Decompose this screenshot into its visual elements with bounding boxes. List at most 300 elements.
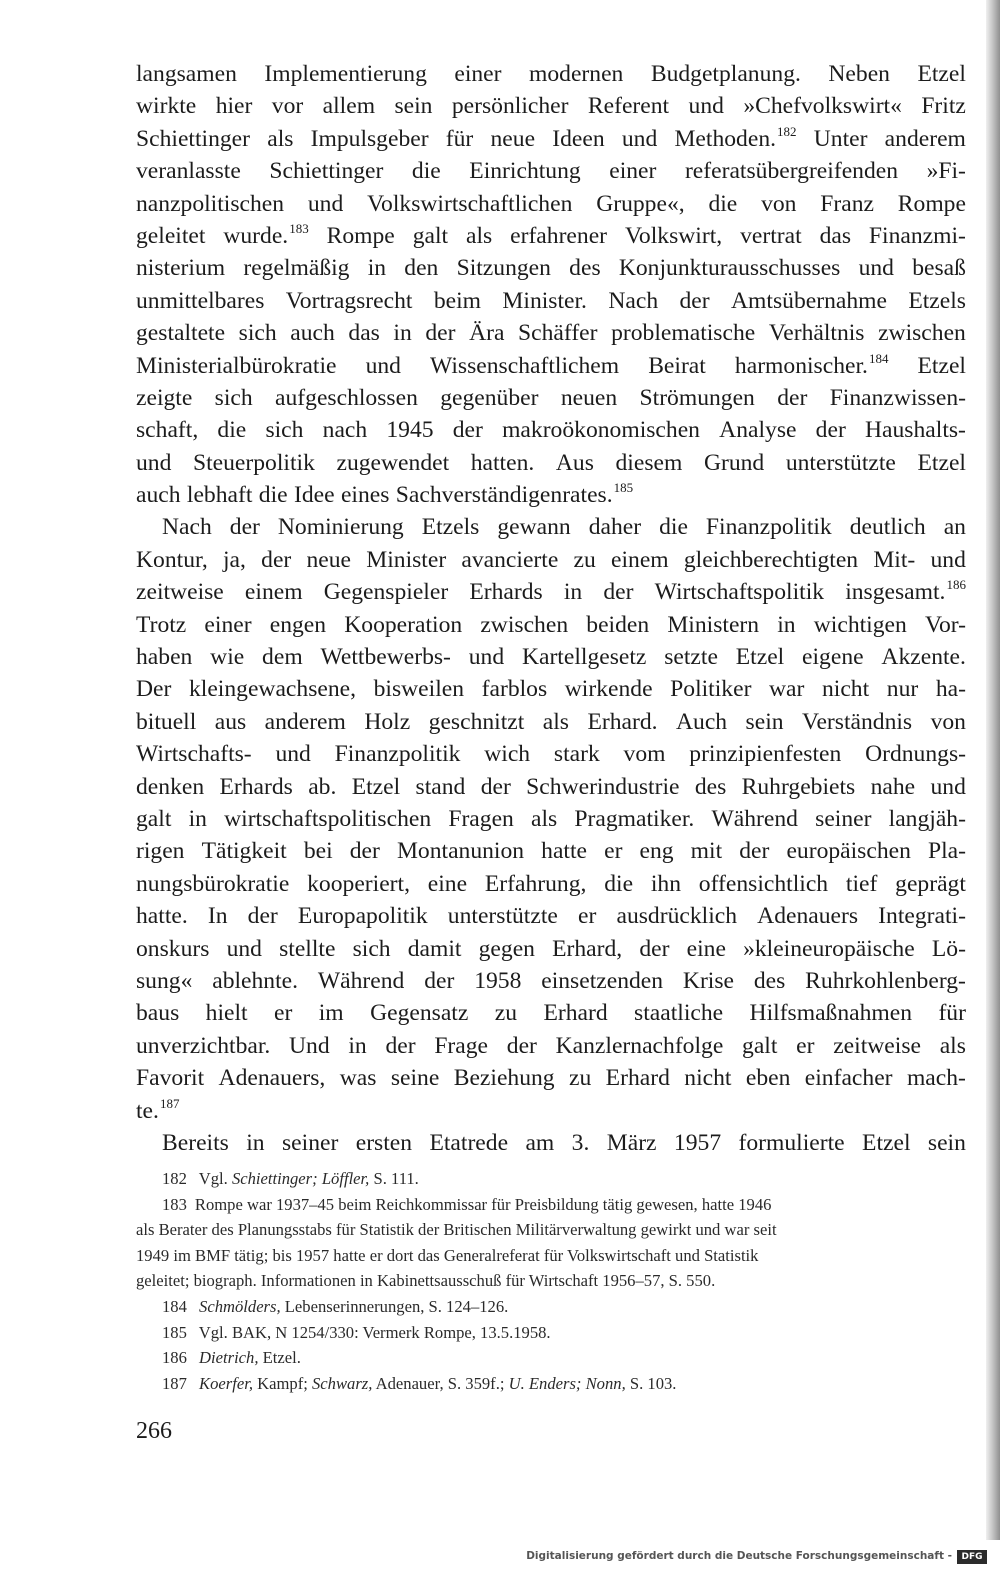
word: Tätigkeit [201,838,287,865]
footnote-text: S. 103. [629,1373,677,1393]
word: Adenauers [757,903,859,930]
word: Etzel [917,449,966,476]
word: mach- [906,1065,966,1092]
word: Vor- [924,611,966,638]
footnote-text: geleitet; biograph. Informationen in Kabinettsausschuß für Wirtschaft 1956–57, S. 550. [136,1271,716,1291]
footnote-text: 1949 im BMF tätig; bis 1957 hatte er dort das Generalreferat für Volkswirtschaft und Statistik [136,1245,759,1265]
word: aufgeschlossen [275,384,418,411]
word: der [261,546,292,573]
word: Minister. [502,287,587,314]
word: Idee [293,482,335,509]
word: ersten [355,1129,413,1156]
word: in [563,579,583,606]
word: deutlich [849,514,926,541]
word: unterstützte [447,903,558,930]
word: persönlicher [451,93,569,120]
word: Wirtschafts- [136,741,252,768]
word: damit [407,935,462,962]
word: vom [623,741,666,768]
text-line [136,252,966,284]
footnote-author: Koerfer, [199,1373,253,1393]
word: sein [394,93,433,120]
word: denken [136,773,205,800]
footnote-ref[interactable]: 183 [289,220,309,236]
word: 1957 [673,1129,722,1156]
word: Erhard [543,1000,608,1027]
word: als [531,805,558,832]
word: Während [317,967,405,994]
word: hielt [205,1000,248,1027]
word: veranlasste [136,158,241,185]
word: als [939,1032,966,1059]
word: am [525,1129,555,1156]
footnote-author: Dietrich, [199,1348,259,1368]
word: hatte. [136,903,188,930]
word: Wettbewerbs- [320,644,451,671]
footnote-text: Vgl. BAK, N 1254/330: Vermerk Rompe, 13.5.1958. [198,1322,551,1342]
word: wirkte [136,93,197,120]
word: besaß [912,255,966,282]
word: ihn [650,870,681,897]
word: Erfahrung, [484,870,587,897]
word: und [930,546,966,573]
word: zu [494,1000,518,1027]
word: Integrati- [878,903,966,930]
word: wichtigen [813,611,907,638]
word: Erhards [219,773,293,800]
word: Rompe [326,222,395,249]
word: 1945 [386,417,434,444]
word: und [468,644,505,671]
word: galt [136,805,172,832]
word: sich [238,320,277,347]
word: zeitweise [136,579,224,606]
word: Erhard, [552,935,623,962]
word: Strömungen [639,384,755,411]
word: Schäffer [518,320,598,347]
word: Pragmatiker. [574,805,695,832]
footnote-ref[interactable]: 186 [946,577,966,593]
word: für [938,1000,966,1027]
word: er [796,1032,815,1059]
text-line [136,90,966,122]
word: der [425,320,456,347]
footnote-text: Lebenserinnerungen, S. 124–126. [284,1296,509,1316]
word: kleingewachsene, [188,676,357,703]
word: der [739,838,770,865]
word: Ruhrgebiets [741,773,856,800]
word: onskurs [136,935,210,962]
word: 1958 [474,967,522,994]
word: referatsübergreifenden [684,158,899,185]
word: farblos [481,676,548,703]
word: In [207,903,228,930]
word: beiden [586,611,650,638]
footnote-number: 183 [162,1194,187,1214]
word: Methoden.$^{182}$ [674,123,797,152]
word: »kleineuropäische [743,935,915,962]
word: der [229,514,260,541]
word: März [606,1129,657,1156]
word: sung« [136,967,193,994]
word: als [542,708,569,735]
word: insgesamt.$^{186}$ [845,577,966,606]
text-line [136,414,966,446]
word: seiner [815,805,872,832]
word: langjäh- [888,805,966,832]
word: gestaltete [136,320,226,347]
word: Etzel [862,1129,911,1156]
word: was [339,1065,377,1092]
word: Politiker [670,676,752,703]
word: Beirat [648,352,706,379]
text-line [136,997,966,1029]
digitization-credit: Digitalisierung gefördert durch die Deutsche Forschungsgemeinschaft - [526,1550,952,1562]
word: Erhard [605,1065,670,1092]
word: der [385,1032,416,1059]
word: Budgetplanung. [650,61,801,87]
word: den [404,255,439,282]
word: erfahrener [510,222,608,249]
word: neue [490,125,536,152]
word: problematische [611,320,756,347]
word: unterstützte [785,449,896,476]
footnote-text: Vgl. [198,1169,228,1188]
word: eines [340,482,390,509]
page-edge-shadow [986,0,1000,1540]
word: dem [262,644,303,671]
word: für [445,125,474,152]
word: setzte [664,644,718,671]
word: das [819,222,852,249]
word: Fritz [921,93,966,120]
footnote-number: 185 [162,1322,187,1342]
text-line [136,609,966,641]
word: Grund [703,449,765,476]
word: prinzipienfesten [689,741,842,768]
word: Etzels [908,287,966,314]
text-line [136,350,966,382]
word: Nominierung [277,514,404,541]
word: des [569,255,601,282]
word: die [604,870,634,897]
word: Franz [820,190,874,217]
word: Kontur, [136,546,208,573]
footnote-183-line [136,1243,962,1269]
word: Erhards [469,579,543,606]
word: harmonischer.$^{184}$ [734,350,889,379]
word: sich [352,935,391,962]
word: Gegenspieler [323,579,449,606]
word: zugewendet [336,449,450,476]
word: und [858,255,894,282]
word: Finanzwissen- [829,384,966,411]
word: sich [265,417,304,444]
word: galt [412,222,449,249]
text-line [136,1127,966,1159]
word: nur [886,676,919,703]
word: Etatrede [429,1129,509,1156]
word: von [761,190,797,217]
word: einer [204,611,252,638]
word: als [267,125,294,152]
word: Etzel [351,773,401,800]
text-line [136,1030,966,1062]
word: vor [271,93,304,120]
word: Kanzlernachfolge [555,1032,724,1059]
word: und [621,125,658,152]
word: im [318,1000,344,1027]
word: kooperiert, [307,870,410,897]
word: mit [690,838,723,865]
word: und [688,93,724,120]
word: der [506,1032,537,1059]
word: Finanzpolitik [334,741,461,768]
word: Etzel [917,352,966,379]
word: Frage [434,1032,489,1059]
word: sein [745,708,784,735]
word: Etzel [735,644,785,671]
footnote-author: Schmölders, [199,1296,281,1316]
word: die [217,417,247,444]
word: Gegensatz [370,1000,469,1027]
word: bei [303,838,333,865]
word: europäischen [786,838,911,865]
word: in [777,611,796,638]
text-line [136,220,966,252]
word: anderem [884,125,966,152]
word: Rompe [897,190,966,217]
word: zwischen [878,320,966,347]
footnote-ref[interactable]: 182 [777,123,797,139]
word: Nach [608,287,659,314]
text-line [136,803,966,835]
footnote-text: Adenauer, S. 359f.; [375,1373,505,1393]
text-line [136,576,966,608]
text-line [136,511,966,543]
word: Europapolitik [297,903,428,930]
word: Etzels [421,514,480,541]
footnote-ref[interactable]: 185 [613,480,634,496]
text-line [136,965,966,997]
footnote-text: S. 111. [373,1169,419,1188]
word: wirkende [564,676,653,703]
word: Bereits [162,1129,229,1156]
word: Finanzmi- [868,222,966,249]
footnote-text: Etzel. [262,1348,301,1368]
word: das [348,320,380,347]
word: Erhard. [587,708,658,735]
word: Hilfsmaßnahmen [749,1000,913,1027]
word: Volkswirt, [624,222,723,249]
word: »Chefvolkswirt« [743,93,902,120]
word: eben [745,1065,791,1092]
text-line [136,123,966,155]
word: gleichberechtigten [683,546,859,573]
word: Minister [366,546,447,573]
word: seine [390,1065,440,1092]
text-line [136,900,966,932]
word: des [694,773,727,800]
word: stand [415,773,466,800]
word: die [708,190,738,217]
word: einer [454,61,502,87]
footnote-183-first [162,1192,771,1218]
word: Analyse [719,417,797,444]
word: Haushalts- [865,417,966,444]
word: seiner [281,1129,339,1156]
text-line [136,771,966,803]
word: Sitzungen [456,255,551,282]
word: an [943,514,966,541]
word: te.$^{187}$ [136,1095,180,1124]
word: hier [215,93,253,120]
word: anderem [264,708,346,735]
text-line [136,1062,966,1094]
word: gegen [478,935,535,962]
word: Impulsgeber [310,125,429,152]
page-number: 266 [136,1418,172,1444]
text-line [136,317,966,349]
text-line [136,58,966,90]
word: nicht [684,1065,732,1092]
word: Schiettinger [136,125,251,152]
word: Kartellgesetz [521,644,647,671]
word: aus [214,708,247,735]
word: Ministern [667,611,760,638]
word: zeigte [136,384,193,411]
footnote-number: 187 [162,1373,187,1393]
footnote-author: Nonn, [585,1373,626,1393]
footnote-author: Schwarz, [312,1373,373,1393]
footnote-185 [136,1320,962,1346]
word: vertrat [740,222,802,249]
text-line [136,447,966,479]
word: hatten. [470,449,535,476]
word: Amtsübernahme [731,287,887,314]
word: der [679,287,710,314]
word: und [226,935,262,962]
word: Ära [469,320,505,347]
word: Ordnungs- [865,741,966,768]
word: auch [136,482,181,509]
footnote-ref[interactable]: 184 [868,350,889,366]
word: der [452,417,483,444]
footnote-183-line [136,1192,962,1218]
word: wie [210,644,245,671]
word: Pla- [927,838,966,865]
word: 3. [571,1129,590,1156]
text-line [136,641,966,673]
word: einfacher [804,1065,893,1092]
word: hatte [541,838,588,865]
word: Ruhrkohlenberg- [805,967,966,994]
footnote-183-line [136,1268,962,1294]
text-line [136,835,966,867]
word: baus [136,1000,180,1027]
text-line [136,479,966,511]
footnote-author: U. Enders; [508,1373,582,1393]
word: Holz [364,708,411,735]
word: rigen [136,838,185,865]
footnote-author: Löffler, [321,1169,370,1188]
word: Wissenschaftlichem [430,352,620,379]
word: zu [573,546,596,573]
footnote-182 [136,1166,962,1192]
word: geprägt [895,870,966,897]
word: Aus [555,449,594,476]
footnote-ref[interactable]: 187 [159,1095,180,1111]
footnotes [136,1166,962,1396]
word: sein [927,1129,966,1156]
word: Referent [587,93,670,120]
word: Volkswirtschaftlichen [367,190,573,217]
word: der [424,967,455,994]
word: eine [427,870,468,897]
text-line [136,155,966,187]
word: regelmäßig [243,255,350,282]
word: gegenüber [440,384,539,411]
word: neuen [560,384,618,411]
word: nahe [870,773,916,800]
word: Favorit [136,1065,205,1092]
word: Ministerialbürokratie [136,352,337,379]
word: ha- [935,676,966,703]
word: Einrichtung [469,158,581,185]
word: wirtschaftspolitischen [224,805,432,832]
word: ab. [308,773,337,800]
word: war [769,676,805,703]
word: einem [611,546,669,573]
word: und [136,449,172,476]
word: engen [269,611,327,638]
word: staatliche [634,1000,724,1027]
word: Wirtschaftspolitik [654,579,825,606]
word: die [411,158,441,185]
word: neue [306,546,352,573]
word: sich [214,384,253,411]
word: lebhaft [186,482,253,509]
word: zeitweise [833,1032,921,1059]
word: Unter [813,125,868,152]
word: modernen [529,61,624,87]
word: Vortragsrecht [285,287,413,314]
word: und [275,741,311,768]
word: nisterium [136,255,226,282]
word: der [480,773,511,800]
word: beim [433,287,482,314]
main-text [136,58,966,1159]
word: eng [639,838,674,865]
word: Fragen [448,805,514,832]
word: ausdrücklich [616,903,738,930]
word: haben [136,644,193,671]
word: geschnitzt [428,708,525,735]
footnote-184 [136,1294,962,1320]
word: zu [569,1065,592,1092]
word: einer [609,158,657,185]
word: avancierte [461,546,559,573]
word: Steuerpolitik [192,449,315,476]
word: unverzichtbar. [136,1032,271,1059]
word: und [307,190,344,217]
word: zwischen [480,611,569,638]
word: geleitet [136,222,206,249]
footnote-text: als Berater des Planungsstabs für Statistik der Britischen Militärverwaltung gewirkt und war seit [136,1220,777,1240]
word: Verständnis [802,708,913,735]
word: diesem [615,449,683,476]
word: Montanunion [396,838,525,865]
